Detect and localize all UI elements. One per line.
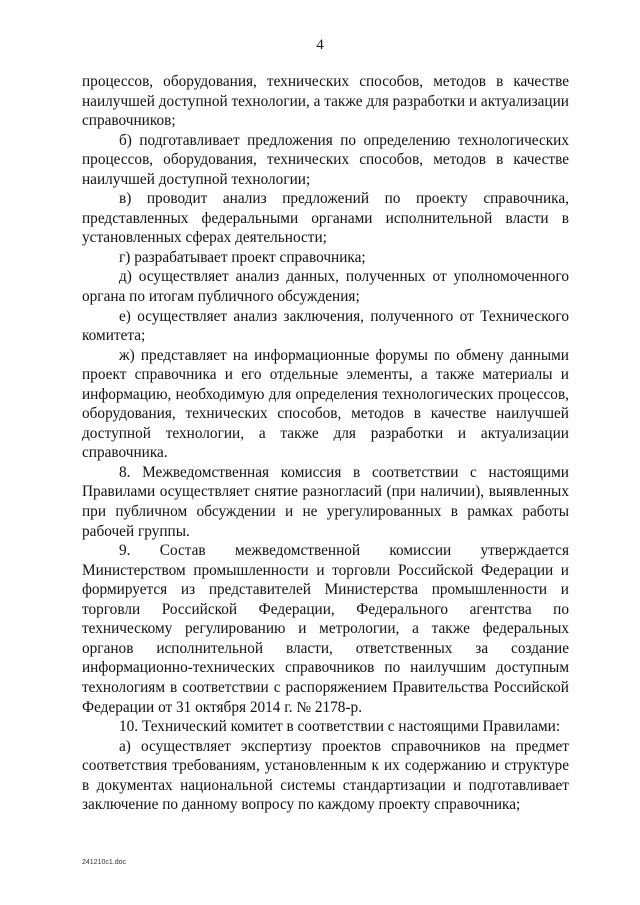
paragraph-continuation: процессов, оборудования, технических способов, методов в качестве наилучшей доступной технологии, а также для разработки и актуализации справочников; (82, 73, 569, 130)
paragraph-item-e: е) осуществляет анализ заключения, полученного от Технического комитета; (82, 307, 569, 345)
paragraph-clause-8: 8. Межведомственная комиссия в соответствии с настоящими Правилами осуществляет снятие разногласий (при наличии), выявленных при публичном обсуждении и не урегулированных в рамках работы рабочей группы. (82, 463, 569, 540)
paragraph-item-g: г) разрабатывает проект справочника; (119, 248, 366, 266)
paragraph-clause-10: 10. Технический комитет в соответствии с настоящими Правилами: (119, 718, 561, 736)
paragraph-item-zh: ж) представляет на информационные форумы по обмену данными проект справочника и его отдельные элементы, а также материалы и информацию, необходимую для определения технологических процессов, оборудования, технических способов, методов в качестве наилучшей доступной технологии, а также для разработки и актуализации справочника. (82, 346, 569, 462)
page-number: 4 (316, 37, 324, 53)
paragraph-clause-9: 9. Состав межведомственной комиссии утверждается Министерством промышленности и торговли Российской Федерации и формируется из представителей Министерства промышленности и торговли Российской Федерации, Федерального агентства по техническому регулированию и метрологии, а также федеральных органов исполнительной власти, ответственных за создание информационно-технических справочников по наилучшим доступным технологиям в соответствии с распоряжением Правительства Российской Федерации от 31 октября 2014 г. № 2178-р. (82, 542, 569, 716)
document-body (82, 72, 569, 815)
paragraph-item-a: а) осуществляет экспертизу проектов справочников на предмет соответствия требованиям, установленным к их содержанию и структуре в документах национальной системы стандартизации и подготавливает заключение по данному вопросу по каждому проекту справочника; (82, 737, 569, 814)
paragraph-item-b: б) подготавливает предложения по определению технологических процессов, оборудования, технических способов, методов в качестве наилучшей доступной технологии; (82, 131, 569, 188)
paragraph-item-v: в) проводит анализ предложений по проекту справочника, представленных федеральными органами исполнительной власти в установленных сферах деятельности; (82, 190, 569, 247)
paragraph-item-d: д) осуществляет анализ данных, полученных от уполномоченного органа по итогам публичного обсуждения; (82, 268, 569, 306)
footer-document-code: 241210с1.doc (82, 859, 126, 866)
